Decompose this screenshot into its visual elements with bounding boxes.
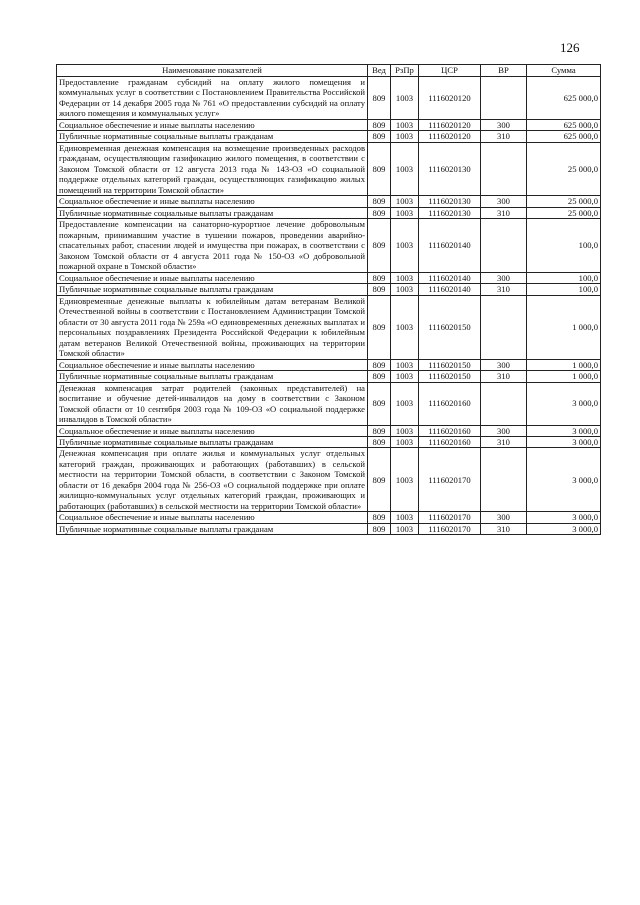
cell-csr: 1116020150 [419,295,481,359]
budget-table [56,64,601,535]
cell-sum: 25 000,0 [527,196,601,207]
cell-rzpr: 1003 [391,284,419,295]
header-name: Наименование показателей [57,65,368,77]
cell-rzpr: 1003 [391,425,419,436]
cell-csr: 1116020140 [419,284,481,295]
table-row [57,196,601,207]
cell-name: Публичные нормативные социальные выплаты гражданам [57,371,368,382]
cell-vr: 300 [481,119,527,130]
cell-ved: 809 [368,272,391,283]
cell-rzpr: 1003 [391,131,419,142]
cell-vr [481,448,527,512]
cell-vr: 300 [481,512,527,523]
cell-ved: 809 [368,219,391,272]
table-row [57,142,601,195]
cell-sum: 3 000,0 [527,382,601,425]
cell-vr: 300 [481,425,527,436]
cell-ved: 809 [368,119,391,130]
cell-vr [481,219,527,272]
cell-rzpr: 1003 [391,219,419,272]
cell-csr: 1116020120 [419,131,481,142]
cell-name: Денежная компенсация при оплате жилья и коммунальных услуг отдельных категорий граждан, проживающих и работающих (работавших) в сельской местности на территории Томской области, в соответствии с Законом Томской области от 16 декабря 2004 года № 256-ОЗ «О социальной поддержке при оплате жилищно-коммунальных услуг отдельных категорий граждан, проживающих и работающих (работавших) в сельской местности на территории Томской области» [57,448,368,512]
cell-csr: 1116020120 [419,77,481,120]
cell-name: Предоставление гражданам субсидий на оплату жилого помещения и коммунальных услуг в соответствии с Постановлением Правительства Российской Федерации от 14 декабря 2005 года № 761 «О предоставлении субсидий на оплату жилого помещения и коммунальных услуг» [57,77,368,120]
cell-name: Социальное обеспечение и иные выплаты населению [57,359,368,370]
header-rzpr: РзПр [391,65,419,77]
table-row [57,359,601,370]
cell-sum: 100,0 [527,219,601,272]
cell-rzpr: 1003 [391,119,419,130]
cell-sum: 3 000,0 [527,425,601,436]
cell-sum: 1 000,0 [527,371,601,382]
table-row [57,284,601,295]
cell-ved: 809 [368,448,391,512]
cell-vr [481,295,527,359]
cell-csr: 1116020140 [419,272,481,283]
cell-vr [481,382,527,425]
cell-sum: 625 000,0 [527,119,601,130]
cell-name: Публичные нормативные социальные выплаты гражданам [57,131,368,142]
table-row [57,219,601,272]
table-row [57,436,601,447]
cell-sum: 25 000,0 [527,207,601,218]
cell-ved: 809 [368,295,391,359]
cell-name: Единовременные денежные выплаты к юбилейным датам ветеранам Великой Отечественной войны в соответствии с Постановлением Администрации Томской области от 30 августа 2011 года № 259а «О единовременных денежных выплатах и персональных поздравлениях Президента Российской Федерации к юбилейным датам ветеранов Великой Отечественной войны, проживающих на территории Томской области» [57,295,368,359]
cell-rzpr: 1003 [391,359,419,370]
table-row [57,512,601,523]
cell-sum: 100,0 [527,272,601,283]
cell-name: Публичные нормативные социальные выплаты гражданам [57,207,368,218]
cell-vr: 310 [481,436,527,447]
table-row [57,371,601,382]
cell-csr: 1116020160 [419,436,481,447]
table-row [57,425,601,436]
cell-csr: 1116020140 [419,219,481,272]
cell-sum: 3 000,0 [527,436,601,447]
table-row [57,448,601,512]
cell-vr: 300 [481,272,527,283]
table-row [57,119,601,130]
cell-ved: 809 [368,425,391,436]
cell-csr: 1116020130 [419,142,481,195]
header-csr: ЦСР [419,65,481,77]
cell-ved: 809 [368,436,391,447]
cell-csr: 1116020150 [419,359,481,370]
table-row [57,272,601,283]
cell-ved: 809 [368,359,391,370]
table-row [57,523,601,534]
cell-csr: 1116020130 [419,196,481,207]
cell-vr [481,142,527,195]
cell-rzpr: 1003 [391,295,419,359]
page-number: 126 [560,40,580,55]
cell-csr: 1116020160 [419,425,481,436]
cell-ved: 809 [368,523,391,534]
table-row [57,295,601,359]
cell-csr: 1116020150 [419,371,481,382]
cell-rzpr: 1003 [391,523,419,534]
cell-rzpr: 1003 [391,77,419,120]
cell-csr: 1116020170 [419,512,481,523]
cell-name: Социальное обеспечение и иные выплаты населению [57,119,368,130]
cell-name: Социальное обеспечение и иные выплаты населению [57,272,368,283]
cell-vr: 300 [481,196,527,207]
cell-vr: 310 [481,284,527,295]
table-row [57,77,601,120]
cell-name: Публичные нормативные социальные выплаты гражданам [57,284,368,295]
cell-sum: 1 000,0 [527,295,601,359]
cell-sum: 625 000,0 [527,77,601,120]
table-body [57,77,601,535]
cell-ved: 809 [368,142,391,195]
cell-sum: 625 000,0 [527,131,601,142]
cell-name: Социальное обеспечение и иные выплаты населению [57,512,368,523]
cell-ved: 809 [368,284,391,295]
cell-sum: 100,0 [527,284,601,295]
table-row [57,131,601,142]
cell-sum: 3 000,0 [527,512,601,523]
cell-vr: 310 [481,371,527,382]
cell-ved: 809 [368,371,391,382]
cell-sum: 1 000,0 [527,359,601,370]
cell-name: Публичные нормативные социальные выплаты гражданам [57,436,368,447]
header-vr: ВР [481,65,527,77]
cell-name: Социальное обеспечение и иные выплаты населению [57,196,368,207]
cell-rzpr: 1003 [391,448,419,512]
cell-ved: 809 [368,512,391,523]
cell-vr: 300 [481,359,527,370]
cell-vr: 310 [481,207,527,218]
cell-rzpr: 1003 [391,382,419,425]
cell-name: Единовременная денежная компенсация на возмещение произведенных расходов гражданам, осуществляющим газификацию жилого помещения, в соответствии с Законом Томской области от 12 августа 2013 года № 143-ОЗ «О социальной поддержке отдельных категорий граждан, осуществляющих газификацию жилых помещений на территории Томской области» [57,142,368,195]
cell-vr: 310 [481,523,527,534]
cell-ved: 809 [368,77,391,120]
cell-rzpr: 1003 [391,196,419,207]
cell-rzpr: 1003 [391,207,419,218]
table-row [57,382,601,425]
cell-sum: 25 000,0 [527,142,601,195]
cell-csr: 1116020120 [419,119,481,130]
cell-sum: 3 000,0 [527,523,601,534]
cell-ved: 809 [368,196,391,207]
cell-vr: 310 [481,131,527,142]
cell-csr: 1116020170 [419,523,481,534]
cell-ved: 809 [368,382,391,425]
cell-rzpr: 1003 [391,371,419,382]
table-row [57,207,601,218]
header-sum: Сумма [527,65,601,77]
cell-sum: 3 000,0 [527,448,601,512]
cell-rzpr: 1003 [391,512,419,523]
cell-rzpr: 1003 [391,142,419,195]
cell-rzpr: 1003 [391,436,419,447]
table-header-row [57,65,601,77]
cell-csr: 1116020170 [419,448,481,512]
cell-csr: 1116020130 [419,207,481,218]
cell-name: Предоставление компенсации на санаторно-курортное лечение добровольным пожарным, принимавшим участие в тушении пожаров, проведении аварийно-спасательных работ, спасении людей и имущества при пожарах, в соответствии с Законом Томской области от 4 августа 2011 года № 150-ОЗ «О добровольной пожарной охране в Томской области» [57,219,368,272]
cell-name: Денежная компенсация затрат родителей (законных представителей) на воспитание и обучение детей-инвалидов на дому в соответствии с Законом Томской области от 10 сентября 2003 года № 109-ОЗ «О социальной поддержке инвалидов в Томской области» [57,382,368,425]
cell-csr: 1116020160 [419,382,481,425]
cell-ved: 809 [368,131,391,142]
cell-rzpr: 1003 [391,272,419,283]
cell-vr [481,77,527,120]
cell-ved: 809 [368,207,391,218]
cell-name: Социальное обеспечение и иные выплаты населению [57,425,368,436]
cell-name: Публичные нормативные социальные выплаты гражданам [57,523,368,534]
header-ved: Вед [368,65,391,77]
